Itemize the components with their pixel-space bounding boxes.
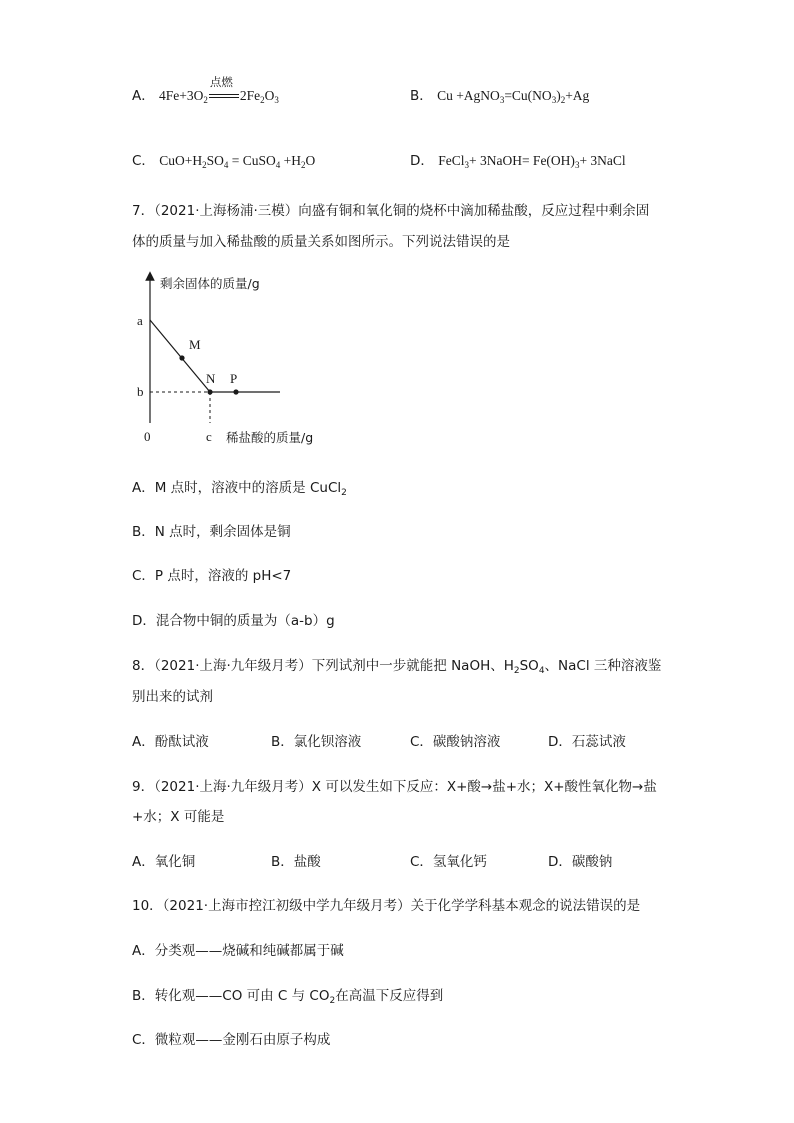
q7-option-a: A．M 点时，溶液中的溶质是 CuCl$_2$ [132, 480, 347, 498]
q7-option-d: D．混合物中铜的质量为（a-b）g [132, 613, 335, 629]
equation-b: $Cu +AgNO_3=Cu(NO_3)_2+Ag$ [437, 88, 590, 105]
option-letter: C． [132, 153, 155, 169]
q8-option-c: C．碳酸钠溶液 [410, 734, 501, 750]
equation-a: $4Fe+3O_2$ 点燃 $2Fe_2O_3$ [159, 75, 279, 105]
label-b: b [137, 384, 144, 399]
label-origin: 0 [144, 429, 151, 444]
option-letter: A． [132, 88, 155, 104]
option-letter: B． [410, 88, 433, 104]
label-a: a [137, 313, 143, 328]
q10-option-c: C．微粒观——金刚石由原子构成 [132, 1032, 331, 1048]
label-n: N [206, 371, 216, 386]
q10-option-b: B．转化观——CO 可由 C 与 $CO_2$在高温下反应得到 [132, 988, 444, 1006]
q9-option-b: B．盐酸 [271, 854, 321, 870]
q10-stem: 10．（2021·上海市控江初级中学九年级月考）关于化学学科基本观念的说法错误的是 [132, 898, 641, 914]
point-m [179, 355, 184, 360]
q6-option-c [132, 149, 315, 169]
q9-option-d: D．碳酸钠 [548, 854, 613, 870]
label-p: P [230, 371, 238, 386]
q9-option-c: C．氢氧化钙 [410, 854, 487, 870]
equation-d: FeCl$_3$+ 3NaOH= $Fe(OH)_3+$ 3NaCl [438, 153, 626, 170]
q7-graph [130, 268, 350, 453]
x-axis-label: 稀盐酸的质量/g [226, 430, 314, 445]
q7-stem-line-2: 体的质量与加入稀盐酸的质量关系如图所示。下列说法错误的是 [132, 234, 510, 250]
point-p [233, 389, 238, 394]
q8-option-d: D．石蕊试液 [548, 734, 626, 750]
q7-option-b: B．N 点时，剩余固体是铜 [132, 524, 291, 540]
q9-option-a: A．氧化铜 [132, 854, 196, 870]
q8-option-a: A．酚酞试液 [132, 734, 209, 750]
q9-stem-line-1: 9．（2021·上海·九年级月考）X 可以发生如下反应：X+酸→盐+水；X+酸性氧化物→盐 [132, 779, 657, 795]
q6-option-b [410, 84, 589, 104]
q7-option-c: C．P 点时，溶液的 pH<7 [132, 568, 292, 584]
q7-stem-line-1: 7．（2021·上海杨浦·三模）向盛有铜和氧化铜的烧杯中滴加稀盐酸，反应过程中剩余固 [132, 203, 650, 219]
q9-stem-line-2: +水；X 可能是 [132, 809, 225, 825]
equation-c: $CuO+H_2SO_4$ = CuSO$_4$ $+H_2O$ [159, 153, 316, 170]
label-m: M [189, 337, 201, 352]
curve-slope [150, 320, 210, 392]
y-axis-label: 剩余固体的质量/g [160, 276, 260, 291]
q10-option-a: A．分类观——烧碱和纯碱都属于碱 [132, 943, 344, 959]
reaction-condition: 点燃 [208, 88, 240, 104]
q8-option-b: B．氯化钡溶液 [271, 734, 362, 750]
option-letter: D． [410, 153, 434, 169]
q6-option-a [132, 75, 279, 105]
q8-stem-line-1: 8．（2021·上海·九年级月考）下列试剂中一步就能把 NaOH、$H_2SO_4$、NaCl 三种溶液鉴 [132, 658, 662, 676]
label-c: c [206, 429, 212, 444]
point-n [207, 389, 212, 394]
q6-option-d [410, 149, 626, 169]
q8-stem-line-2: 别出来的试剂 [132, 689, 213, 705]
